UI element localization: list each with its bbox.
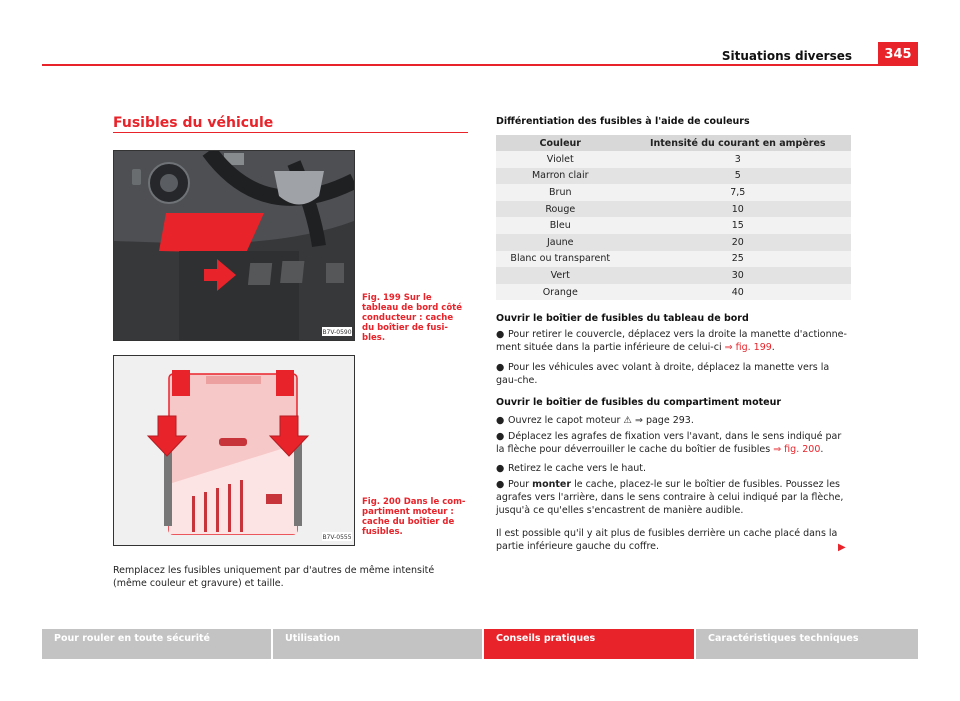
color-cell: Jaune (496, 234, 625, 251)
section-title-rule (113, 132, 468, 133)
tab-operation[interactable]: Utilisation (273, 629, 482, 659)
tab-technical-data[interactable]: Caractéristiques techniques (696, 629, 918, 659)
table-row (496, 234, 851, 251)
amperage-cell: 15 (625, 217, 851, 234)
engine-step-4-bold: monter (532, 479, 572, 490)
header-rule (42, 64, 918, 66)
engine-step-4-pre: Pour (508, 479, 530, 490)
dashboard-step-2 (496, 361, 851, 387)
engine-step-2-text: Déplacez les agrafes de fixation vers l'avant, dans le sens indiqué par la flèche pour déverrouiller le cache du boîtier de fusibles (496, 431, 842, 455)
amperage-cell: 7,5 (625, 184, 851, 201)
amperage-cell: 10 (625, 201, 851, 218)
figure-id-label: B7V-0590 (322, 329, 352, 336)
figure-engine-fuse-cover (113, 355, 355, 546)
page-number: 345 (878, 42, 918, 66)
continue-arrow-icon: ▶ (838, 542, 846, 553)
color-cell: Brun (496, 184, 625, 201)
running-header-title: Situations diverses (721, 49, 852, 63)
engine-step-3 (496, 462, 851, 475)
table-row (496, 267, 851, 284)
dashboard-step-2-text: Pour les véhicules avec volant à droite, déplacez la manette vers la gau-che. (496, 362, 830, 386)
table-row (496, 201, 851, 218)
amperage-cell: 40 (625, 284, 851, 301)
figure-caption: Fig. 200 Dans le com-partiment moteur : cache du boîtier de fusibles. (362, 497, 466, 537)
figure-id-label: B7V-0555 (322, 534, 352, 541)
engine-step-2: ● Déplacez les agrafes de fixation vers l'avant, dans le sens indiqué par la flèche pour déverrouiller le cache du boîtier de fusibles ⇒ fig. 200. (496, 431, 842, 455)
column-header-amperage: Intensité du courant en ampères (625, 135, 851, 151)
warning-triangle-icon: ⚠ (623, 415, 632, 426)
figure-dashboard-fuse-cover (113, 150, 355, 341)
dashboard-step-1-text: Pour retirer le couvercle, déplacez vers la droite la manette d'actionne-ment située dans la partie inférieure de celui-ci (496, 329, 847, 353)
bullet-icon: ● (496, 362, 505, 373)
amperage-cell: 20 (625, 234, 851, 251)
fuse-color-table-title: Différentiation des fusibles à l'aide de couleurs (496, 116, 750, 127)
engine-fusebox-heading: Ouvrir le boîtier de fusibles du compartiment moteur (496, 397, 782, 408)
color-cell: Rouge (496, 201, 625, 218)
color-cell: Vert (496, 267, 625, 284)
footer-tab-bar (42, 629, 918, 659)
bullet-icon: ● (496, 463, 505, 474)
bullet-icon: ● (496, 415, 505, 426)
figure-199-link[interactable]: ⇒ fig. 199 (724, 342, 772, 353)
fuse-color-table (496, 135, 851, 300)
engine-step-1 (496, 414, 851, 427)
color-cell: Bleu (496, 217, 625, 234)
figure-caption: Fig. 199 Sur le tableau de bord côté conducteur : cache du boîtier de fusi-bles. (362, 293, 462, 343)
amperage-cell: 5 (625, 168, 851, 185)
amperage-cell: 3 (625, 151, 851, 168)
column-header-color: Couleur (496, 135, 625, 151)
fuse-replacement-note: Remplacez les fusibles uniquement par d'autres de même intensité (même couleur et gravure) et taille. (113, 565, 435, 589)
table-row (496, 284, 851, 301)
engine-step-1-text: Ouvrez le capot moteur (508, 415, 621, 426)
engine-step-4 (496, 478, 851, 517)
table-header-row (496, 135, 851, 151)
page-293-link[interactable]: ⇒ page 293. (634, 415, 694, 426)
color-cell: Blanc ou transparent (496, 251, 625, 268)
color-cell: Orange (496, 284, 625, 301)
engine-step-3-text: Retirez le cache vers le haut. (508, 463, 647, 474)
bullet-icon: ● (496, 329, 505, 340)
table-row (496, 251, 851, 268)
final-note: Il est possible qu'il y ait plus de fusibles derrière un cache placé dans la partie inférieure gauche du coffre. (496, 528, 838, 552)
dashboard-illustration (114, 151, 354, 340)
table-row (496, 168, 851, 185)
tab-safety[interactable]: Pour rouler en toute sécurité (42, 629, 271, 659)
color-cell: Violet (496, 151, 625, 168)
table-row (496, 217, 851, 234)
table-row (496, 151, 851, 168)
table-row (496, 184, 851, 201)
bullet-icon: ● (496, 479, 505, 490)
figure-200-link[interactable]: ⇒ fig. 200 (773, 444, 821, 455)
amperage-cell: 25 (625, 251, 851, 268)
dashboard-step-1: ● Pour retirer le couvercle, déplacez vers la droite la manette d'actionne-ment située dans la partie inférieure de celui-ci ⇒ fig. 199. (496, 329, 847, 353)
engine-step-4-post: le cache, placez-le sur le boîtier de fusibles. Poussez les agrafes vers l'arrière, dans le sens contraire à celui indiqué par la flèche, jusqu'à ce qu'elles s'encastrent de manière audible. (496, 479, 844, 516)
dashboard-fusebox-heading: Ouvrir le boîtier de fusibles du tableau de bord (496, 313, 749, 324)
section-title: Fusibles du véhicule (113, 115, 274, 131)
engine-fuse-box-illustration (114, 356, 354, 545)
tab-practical-tips[interactable]: Conseils pratiques (484, 629, 694, 659)
amperage-cell: 30 (625, 267, 851, 284)
bullet-icon: ● (496, 431, 505, 442)
color-cell: Marron clair (496, 168, 625, 185)
